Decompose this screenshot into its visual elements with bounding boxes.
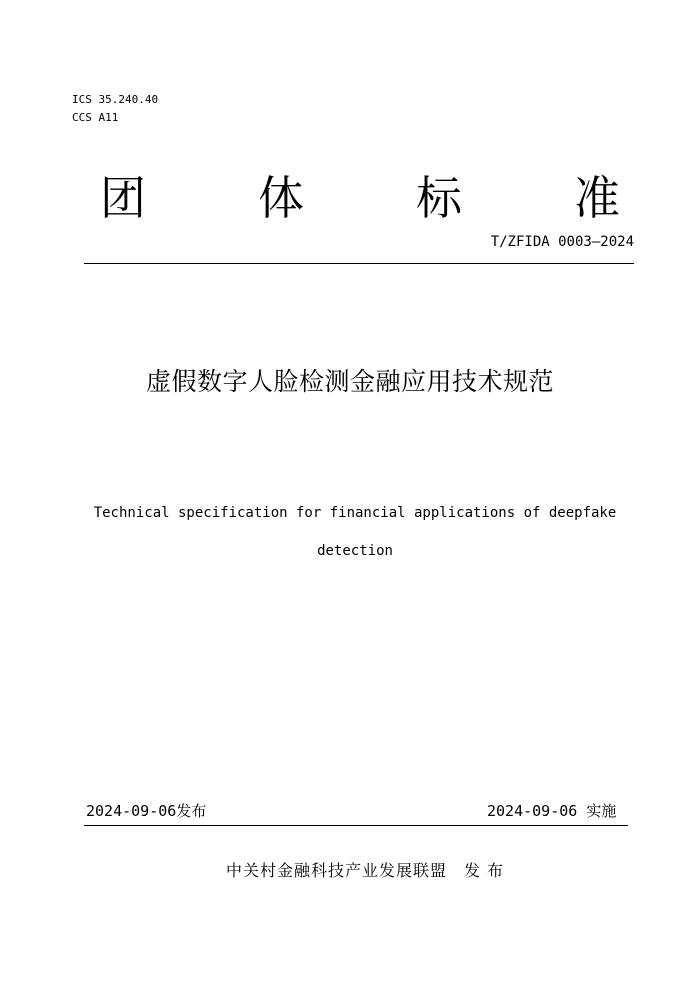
standard-number: T/ZFIDA 0003—2024 bbox=[490, 234, 634, 250]
implement-date-line bbox=[487, 800, 616, 822]
publish-date: 2024-09-06 bbox=[86, 802, 177, 820]
publish-date-line bbox=[86, 800, 206, 822]
implement-date: 2024-09-06 bbox=[487, 802, 578, 820]
publisher: 中关村金融科技产业发展联盟 发 布 bbox=[225, 861, 505, 880]
header-rule bbox=[84, 263, 634, 264]
standard-type-heading bbox=[100, 168, 620, 228]
ccs-code: CCS A11 bbox=[72, 111, 119, 124]
publish-label: 发布 bbox=[176, 802, 207, 820]
standard-type-char: 标 bbox=[416, 171, 462, 225]
implement-label: 实施 bbox=[586, 802, 617, 820]
document-title-cn: 虚假数字人脸检测金融应用技术规范 bbox=[145, 367, 554, 396]
ics-code: ICS 35.240.40 bbox=[72, 93, 159, 106]
standard-type-char: 体 bbox=[258, 171, 304, 225]
document-title-en: Technical specification for financial applications of deepfake detection bbox=[93, 505, 617, 559]
footer-rule bbox=[84, 825, 628, 826]
standard-type-char: 准 bbox=[574, 171, 620, 225]
standard-type-char: 团 bbox=[100, 171, 146, 225]
